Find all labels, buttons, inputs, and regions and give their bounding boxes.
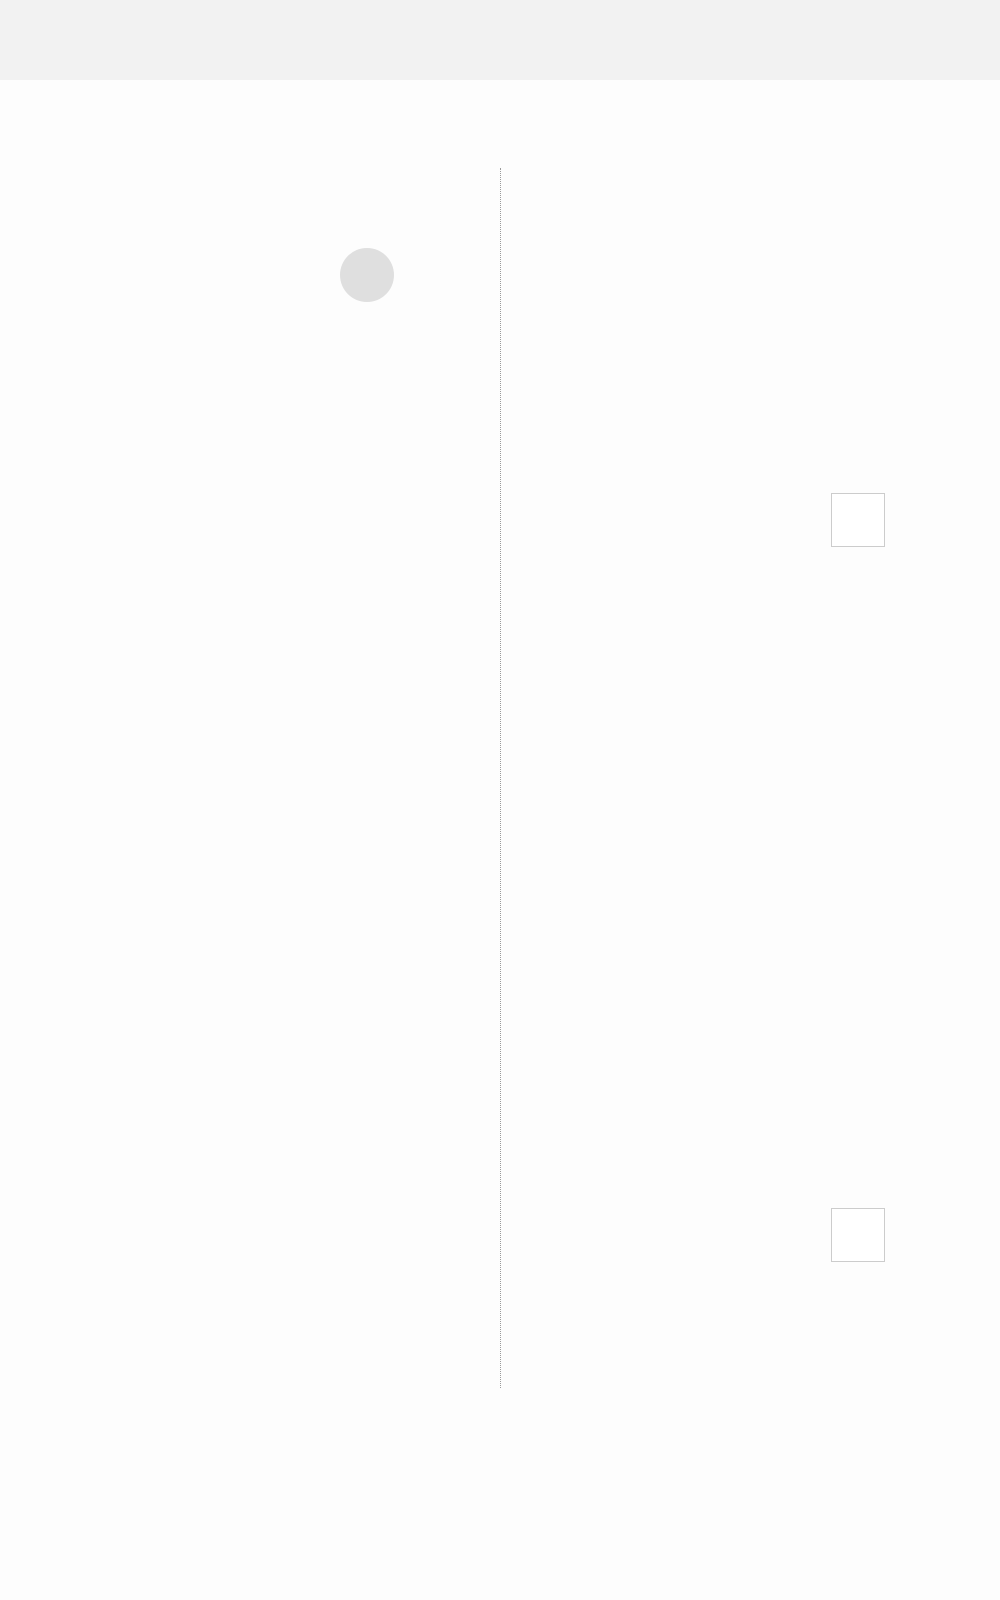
stamp-mark: [340, 248, 394, 302]
qr-code-icon[interactable]: [831, 493, 885, 547]
column-divider: [500, 168, 501, 1388]
page-footer: [590, 1383, 620, 1416]
scan-top-band: [0, 0, 1000, 80]
qr-code-icon[interactable]: [831, 1208, 885, 1262]
